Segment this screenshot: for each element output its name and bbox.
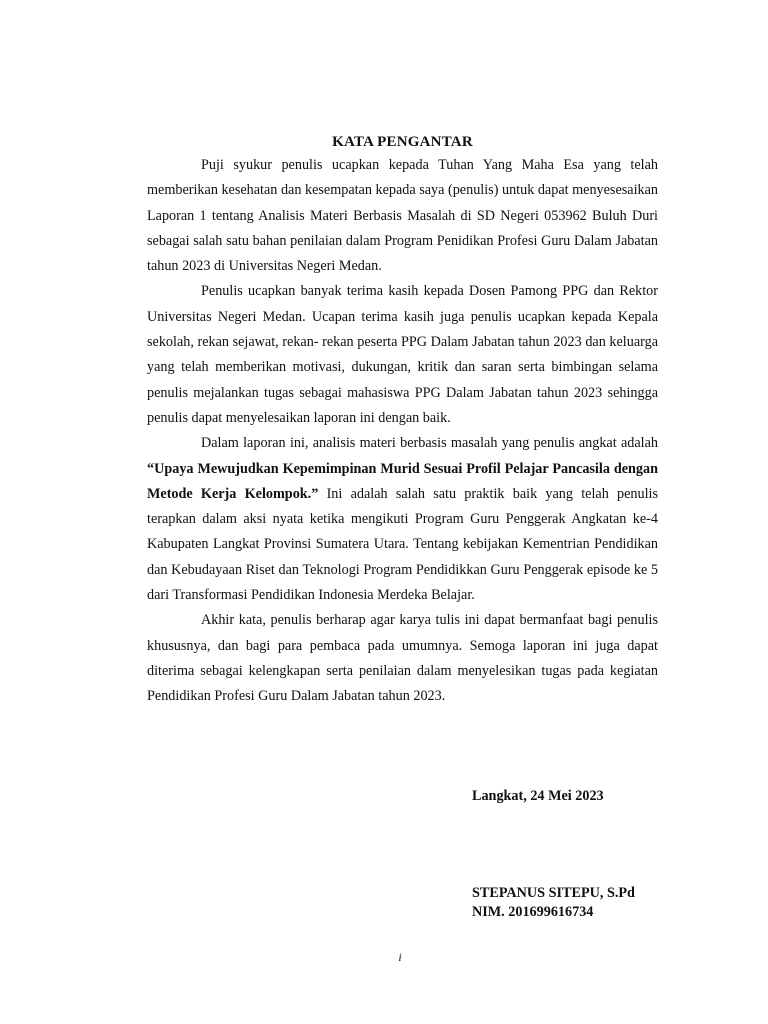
paragraph-3-rest: Ini adalah salah satu praktik baik yang telah penulis terapkan dalam aksi nyata ketika mengikuti Program Guru Penggerak Angkatan ke-4 Kabupaten Langkat Provinsi Sumatera Utara. Tentang kebijakan Kementrian Pendidikan dan Kebudayaan Riset dan Teknologi Program Pendidikkan Guru Penggerak episode ke 5 dari Transformasi Pendidikan Indonesia Merdeka Belajar. — [147, 485, 659, 604]
signer-nim: NIM. 201699616734 — [472, 904, 594, 920]
paragraph-1: Puji syukur penulis ucapkan kepada Tuhan Yang Maha Esa yang telah memberikan kesehatan dan kesempatan kepada saya (penulis) untuk dapat menyesesaikan Laporan 1 tentang Analisis Materi Berbasis Masalah di SD Negeri 053962 Buluh Duri sebagai salah satu bahan penilaian dalam Program Penidikan Profesi Guru Dalam Jabatan tahun 2023 di Universitas Negeri Medan. — [147, 157, 658, 275]
place-date: Langkat, 24 Mei 2023 — [472, 788, 604, 804]
paragraph-3-intro: Dalam laporan ini, analisis materi berbasis masalah yang penulis angkat adalah — [201, 435, 658, 452]
signature-block — [472, 884, 635, 922]
paragraph-4: Akhir kata, penulis berharap agar karya tulis ini dapat bermanfaat bagi penulis khususnya, dan bagi para pembaca pada umumnya. Semoga laporan ini juga dapat diterima sebagai kelengkapan serta penilaian dalam menyelesikan tugas pada kegiatan Pendidikan Profesi Guru Dalam Jabatan tahun 2023. — [147, 612, 658, 705]
signer-name: STEPANUS SITEPU, S.Pd — [472, 885, 635, 901]
document-body — [147, 131, 658, 710]
paragraph-2: Penulis ucapkan banyak terima kasih kepada Dosen Pamong PPG dan Rektor Universitas Negeri Medan. Ucapan terima kasih juga penulis ucapkan kepada Kepala sekolah, rekan sejawat, rekan- rekan peserta PPG Dalam Jabatan tahun 2023 dan keluarga yang telah memberikan motivasi, dukungan, kritik dan saran serta bimbingan selama penulis mejalankan tugas sebagai mahasiswa PPG Dalam Jabatan tahun 2023 sehingga penulis dapat menyelesaikan laporan ini dengan baik. — [147, 283, 658, 426]
page-title: KATA PENGANTAR — [332, 134, 473, 150]
paragraph-3 — [147, 431, 658, 608]
page-number: i — [398, 950, 402, 964]
paragraph-3-bold-title: “Upaya Mewujudkan Kepemimpinan Murid Sesuai Profil Pelajar Pancasila dengan Metode Kerja Kelompok.” — [147, 460, 658, 502]
